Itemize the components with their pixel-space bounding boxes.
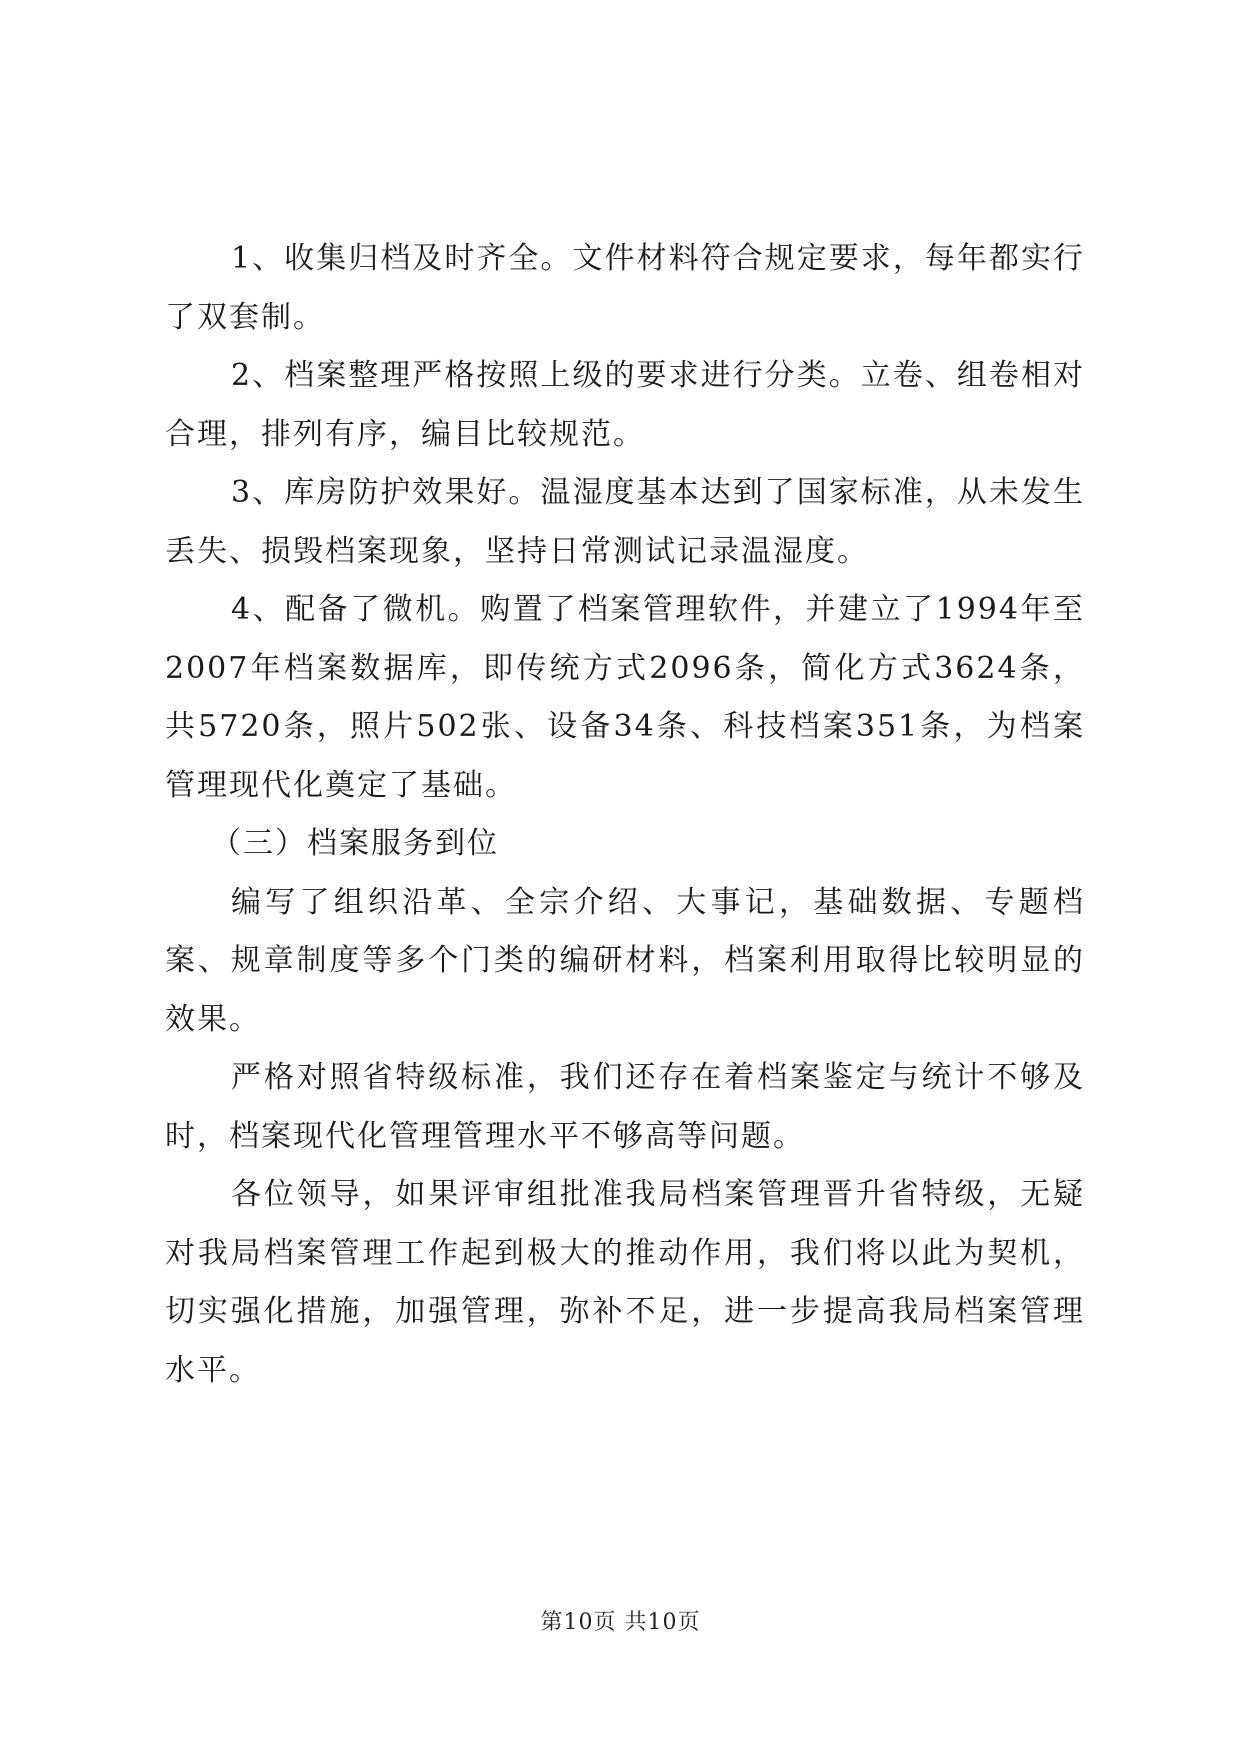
paragraph-conclusion: 各位领导，如果评审组批准我局档案管理晋升省特级，无疑对我局档案管理工作起到极大的推动作用，我们将以此为契机，切实强化措施，加强管理，弥补不足，进一步提高我局档案管理水平。 — [165, 1177, 1085, 1388]
paragraph-item-2: 2、档案整理严格按照上级的要求进行分类。立卷、组卷相对合理，排列有序，编目比较规范。 — [165, 358, 1085, 452]
page-footer: 第10页 共10页 — [540, 1610, 701, 1635]
paragraph-item-3: 3、库房防护效果好。温湿度基本达到了国家标准，从未发生丢失、损毁档案现象，坚持日常测试记录温湿度。 — [165, 475, 1085, 569]
paragraph-item-1: 1、收集归档及时齐全。文件材料符合规定要求，每年都实行了双套制。 — [165, 241, 1085, 335]
body-text — [165, 230, 1085, 1400]
paragraph-service: 编写了组织沿革、全宗介绍、大事记，基础数据、专题档案、规章制度等多个门类的编研材料，档案利用取得比较明显的效果。 — [165, 884, 1085, 1037]
paragraph-item-4: 4、配备了微机。购置了档案管理软件，并建立了1994年至2007年档案数据库，即传统方式2096条，简化方式3624条，共5720条，照片502张、设备34条、科技档案351条，为档案管理现代化奠定了基础。 — [165, 592, 1085, 803]
paragraph-problems: 严格对照省特级标准，我们还存在着档案鉴定与统计不够及时，档案现代化管理管理水平不够高等问题。 — [165, 1060, 1085, 1154]
section-heading: （三）档案服务到位 — [211, 826, 499, 861]
